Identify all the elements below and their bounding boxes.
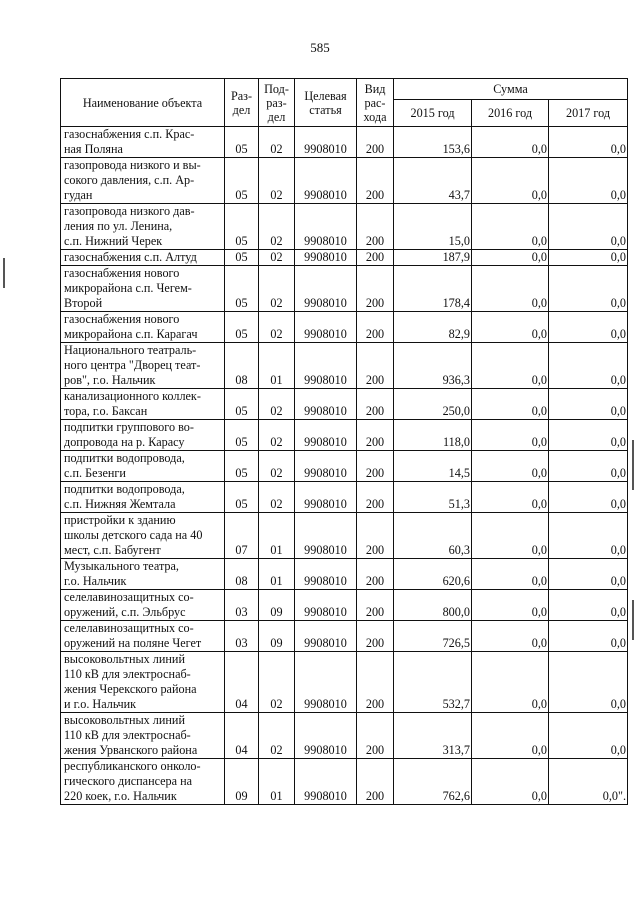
cell-subsection: 02 bbox=[259, 482, 295, 513]
cell-target: 9908010 bbox=[295, 312, 357, 343]
header-section: Раз- дел bbox=[225, 79, 259, 127]
budget-table bbox=[60, 78, 628, 805]
cell-name: селелавинозащитных со- оружений, с.п. Эльбрус bbox=[61, 590, 225, 621]
table-row bbox=[61, 127, 628, 158]
cell-section: 05 bbox=[225, 482, 259, 513]
cell-expense-type: 200 bbox=[357, 158, 394, 204]
cell-subsection: 09 bbox=[259, 621, 295, 652]
header-name: Наименование объекта bbox=[61, 79, 225, 127]
cell-name: газоснабжения нового микрорайона с.п. Карагач bbox=[61, 312, 225, 343]
cell-section: 05 bbox=[225, 250, 259, 266]
cell-sum-2016: 0,0 bbox=[472, 451, 549, 482]
cell-section: 05 bbox=[225, 266, 259, 312]
cell-subsection: 01 bbox=[259, 559, 295, 590]
header-year-2015: 2015 год bbox=[394, 100, 472, 127]
cell-name: высоковольтных линий 110 кВ для электроснаб- жения Черекского района и г.о. Нальчик bbox=[61, 652, 225, 713]
cell-name: подпитки группового во- допровода на р. Карасу bbox=[61, 420, 225, 451]
cell-sum-2016: 0,0 bbox=[472, 759, 549, 805]
cell-subsection: 02 bbox=[259, 204, 295, 250]
cell-name: селелавинозащитных со- оружений на поляне Чегет bbox=[61, 621, 225, 652]
cell-subsection: 02 bbox=[259, 250, 295, 266]
scan-artifact bbox=[632, 600, 634, 640]
cell-target: 9908010 bbox=[295, 559, 357, 590]
cell-sum-2015: 14,5 bbox=[394, 451, 472, 482]
cell-sum-2015: 60,3 bbox=[394, 513, 472, 559]
cell-target: 9908010 bbox=[295, 652, 357, 713]
cell-section: 04 bbox=[225, 713, 259, 759]
cell-target: 9908010 bbox=[295, 266, 357, 312]
cell-target: 9908010 bbox=[295, 250, 357, 266]
cell-sum-2015: 51,3 bbox=[394, 482, 472, 513]
header-subsection: Под- раз- дел bbox=[259, 79, 295, 127]
cell-subsection: 01 bbox=[259, 759, 295, 805]
cell-sum-2016: 0,0 bbox=[472, 590, 549, 621]
cell-subsection: 02 bbox=[259, 451, 295, 482]
cell-sum-2015: 118,0 bbox=[394, 420, 472, 451]
table-row bbox=[61, 621, 628, 652]
cell-target: 9908010 bbox=[295, 420, 357, 451]
cell-target: 9908010 bbox=[295, 127, 357, 158]
cell-section: 05 bbox=[225, 204, 259, 250]
cell-name: газопровода низкого дав- ления по ул. Ленина, с.п. Нижний Черек bbox=[61, 204, 225, 250]
cell-sum-2016: 0,0 bbox=[472, 482, 549, 513]
cell-expense-type: 200 bbox=[357, 513, 394, 559]
cell-name: газоснабжения с.п. Крас- ная Поляна bbox=[61, 127, 225, 158]
cell-target: 9908010 bbox=[295, 713, 357, 759]
cell-subsection: 09 bbox=[259, 590, 295, 621]
cell-target: 9908010 bbox=[295, 590, 357, 621]
cell-subsection: 02 bbox=[259, 389, 295, 420]
cell-sum-2017: 0,0 bbox=[549, 652, 628, 713]
scan-artifact bbox=[632, 440, 634, 490]
cell-sum-2016: 0,0 bbox=[472, 266, 549, 312]
cell-section: 05 bbox=[225, 127, 259, 158]
cell-sum-2017: 0,0 bbox=[549, 513, 628, 559]
cell-target: 9908010 bbox=[295, 204, 357, 250]
cell-section: 05 bbox=[225, 420, 259, 451]
cell-name: подпитки водопровода, с.п. Безенги bbox=[61, 451, 225, 482]
scan-artifact bbox=[3, 258, 5, 288]
cell-sum-2017: 0,0 bbox=[549, 621, 628, 652]
table-row bbox=[61, 343, 628, 389]
cell-subsection: 02 bbox=[259, 420, 295, 451]
cell-target: 9908010 bbox=[295, 482, 357, 513]
cell-target: 9908010 bbox=[295, 759, 357, 805]
cell-target: 9908010 bbox=[295, 158, 357, 204]
cell-sum-2015: 250,0 bbox=[394, 389, 472, 420]
cell-sum-2017: 0,0 bbox=[549, 713, 628, 759]
cell-expense-type: 200 bbox=[357, 204, 394, 250]
cell-sum-2017: 0,0 bbox=[549, 250, 628, 266]
cell-sum-2015: 532,7 bbox=[394, 652, 472, 713]
cell-expense-type: 200 bbox=[357, 250, 394, 266]
cell-subsection: 01 bbox=[259, 343, 295, 389]
header-expense-type: Вид рас- хода bbox=[357, 79, 394, 127]
cell-target: 9908010 bbox=[295, 343, 357, 389]
cell-sum-2015: 187,9 bbox=[394, 250, 472, 266]
cell-sum-2016: 0,0 bbox=[472, 312, 549, 343]
table-row bbox=[61, 482, 628, 513]
cell-sum-2015: 178,4 bbox=[394, 266, 472, 312]
table-row bbox=[61, 451, 628, 482]
cell-sum-2015: 936,3 bbox=[394, 343, 472, 389]
cell-name: Музыкального театра, г.о. Нальчик bbox=[61, 559, 225, 590]
cell-sum-2015: 153,6 bbox=[394, 127, 472, 158]
cell-subsection: 02 bbox=[259, 266, 295, 312]
table-row bbox=[61, 389, 628, 420]
cell-section: 05 bbox=[225, 451, 259, 482]
cell-sum-2015: 800,0 bbox=[394, 590, 472, 621]
table-row bbox=[61, 158, 628, 204]
cell-section: 05 bbox=[225, 389, 259, 420]
cell-expense-type: 200 bbox=[357, 420, 394, 451]
cell-section: 08 bbox=[225, 559, 259, 590]
cell-sum-2017: 0,0 bbox=[549, 482, 628, 513]
cell-name: газоснабжения нового микрорайона с.п. Чегем- Второй bbox=[61, 266, 225, 312]
table-row bbox=[61, 513, 628, 559]
cell-subsection: 02 bbox=[259, 158, 295, 204]
cell-name: республиканского онколо- гического диспансера на 220 коек, г.о. Нальчик bbox=[61, 759, 225, 805]
cell-expense-type: 200 bbox=[357, 451, 394, 482]
cell-expense-type: 200 bbox=[357, 389, 394, 420]
cell-name: пристройки к зданию школы детского сада на 40 мест, с.п. Бабугент bbox=[61, 513, 225, 559]
cell-section: 07 bbox=[225, 513, 259, 559]
cell-name: газопровода низкого и вы- сокого давления, с.п. Ар- гудан bbox=[61, 158, 225, 204]
cell-sum-2016: 0,0 bbox=[472, 250, 549, 266]
cell-sum-2015: 82,9 bbox=[394, 312, 472, 343]
cell-section: 09 bbox=[225, 759, 259, 805]
cell-sum-2015: 313,7 bbox=[394, 713, 472, 759]
header-year-2017: 2017 год bbox=[549, 100, 628, 127]
cell-sum-2015: 15,0 bbox=[394, 204, 472, 250]
cell-sum-2017: 0,0 bbox=[549, 266, 628, 312]
header-sum: Сумма bbox=[394, 79, 628, 100]
table-row bbox=[61, 713, 628, 759]
cell-sum-2015: 762,6 bbox=[394, 759, 472, 805]
cell-sum-2016: 0,0 bbox=[472, 513, 549, 559]
cell-sum-2015: 726,5 bbox=[394, 621, 472, 652]
cell-sum-2016: 0,0 bbox=[472, 420, 549, 451]
cell-expense-type: 200 bbox=[357, 652, 394, 713]
cell-expense-type: 200 bbox=[357, 127, 394, 158]
cell-subsection: 02 bbox=[259, 713, 295, 759]
cell-expense-type: 200 bbox=[357, 759, 394, 805]
cell-expense-type: 200 bbox=[357, 590, 394, 621]
cell-sum-2016: 0,0 bbox=[472, 204, 549, 250]
cell-name: канализационного коллек- тора, г.о. Баксан bbox=[61, 389, 225, 420]
cell-sum-2016: 0,0 bbox=[472, 158, 549, 204]
cell-target: 9908010 bbox=[295, 621, 357, 652]
cell-sum-2017: 0,0 bbox=[549, 559, 628, 590]
header-year-2016: 2016 год bbox=[472, 100, 549, 127]
cell-expense-type: 200 bbox=[357, 312, 394, 343]
cell-sum-2017: 0,0 bbox=[549, 127, 628, 158]
table-row bbox=[61, 759, 628, 805]
table-row bbox=[61, 590, 628, 621]
table-row bbox=[61, 204, 628, 250]
cell-sum-2017: 0,0 bbox=[549, 312, 628, 343]
cell-section: 08 bbox=[225, 343, 259, 389]
cell-subsection: 01 bbox=[259, 513, 295, 559]
cell-sum-2017: 0,0 bbox=[549, 158, 628, 204]
cell-target: 9908010 bbox=[295, 389, 357, 420]
cell-sum-2016: 0,0 bbox=[472, 127, 549, 158]
cell-sum-2015: 620,6 bbox=[394, 559, 472, 590]
cell-expense-type: 200 bbox=[357, 713, 394, 759]
cell-name: Национального театраль- ного центра "Дворец теат- ров", г.о. Нальчик bbox=[61, 343, 225, 389]
budget-table-container bbox=[60, 78, 628, 805]
cell-sum-2016: 0,0 bbox=[472, 652, 549, 713]
cell-expense-type: 200 bbox=[357, 559, 394, 590]
cell-section: 03 bbox=[225, 590, 259, 621]
table-row bbox=[61, 652, 628, 713]
table-row bbox=[61, 559, 628, 590]
cell-sum-2017: 0,0". bbox=[549, 759, 628, 805]
cell-sum-2015: 43,7 bbox=[394, 158, 472, 204]
table-row bbox=[61, 250, 628, 266]
cell-section: 05 bbox=[225, 312, 259, 343]
cell-sum-2017: 0,0 bbox=[549, 420, 628, 451]
cell-sum-2017: 0,0 bbox=[549, 451, 628, 482]
cell-section: 04 bbox=[225, 652, 259, 713]
cell-sum-2017: 0,0 bbox=[549, 389, 628, 420]
cell-subsection: 02 bbox=[259, 127, 295, 158]
cell-expense-type: 200 bbox=[357, 266, 394, 312]
table-row bbox=[61, 420, 628, 451]
cell-subsection: 02 bbox=[259, 312, 295, 343]
cell-sum-2016: 0,0 bbox=[472, 559, 549, 590]
cell-section: 03 bbox=[225, 621, 259, 652]
cell-expense-type: 200 bbox=[357, 482, 394, 513]
cell-expense-type: 200 bbox=[357, 621, 394, 652]
page-number: 585 bbox=[310, 40, 330, 55]
cell-sum-2016: 0,0 bbox=[472, 621, 549, 652]
table-body bbox=[61, 127, 628, 805]
cell-sum-2017: 0,0 bbox=[549, 204, 628, 250]
cell-expense-type: 200 bbox=[357, 343, 394, 389]
cell-sum-2017: 0,0 bbox=[549, 590, 628, 621]
header-target: Целевая статья bbox=[295, 79, 357, 127]
cell-sum-2016: 0,0 bbox=[472, 389, 549, 420]
cell-section: 05 bbox=[225, 158, 259, 204]
cell-name: высоковольтных линий 110 кВ для электроснаб- жения Урванского района bbox=[61, 713, 225, 759]
cell-target: 9908010 bbox=[295, 513, 357, 559]
table-row bbox=[61, 312, 628, 343]
cell-name: подпитки водопровода, с.п. Нижняя Жемтала bbox=[61, 482, 225, 513]
cell-sum-2016: 0,0 bbox=[472, 343, 549, 389]
cell-subsection: 02 bbox=[259, 652, 295, 713]
table-row bbox=[61, 266, 628, 312]
cell-name: газоснабжения с.п. Алтуд bbox=[61, 250, 225, 266]
cell-sum-2017: 0,0 bbox=[549, 343, 628, 389]
cell-sum-2016: 0,0 bbox=[472, 713, 549, 759]
cell-target: 9908010 bbox=[295, 451, 357, 482]
